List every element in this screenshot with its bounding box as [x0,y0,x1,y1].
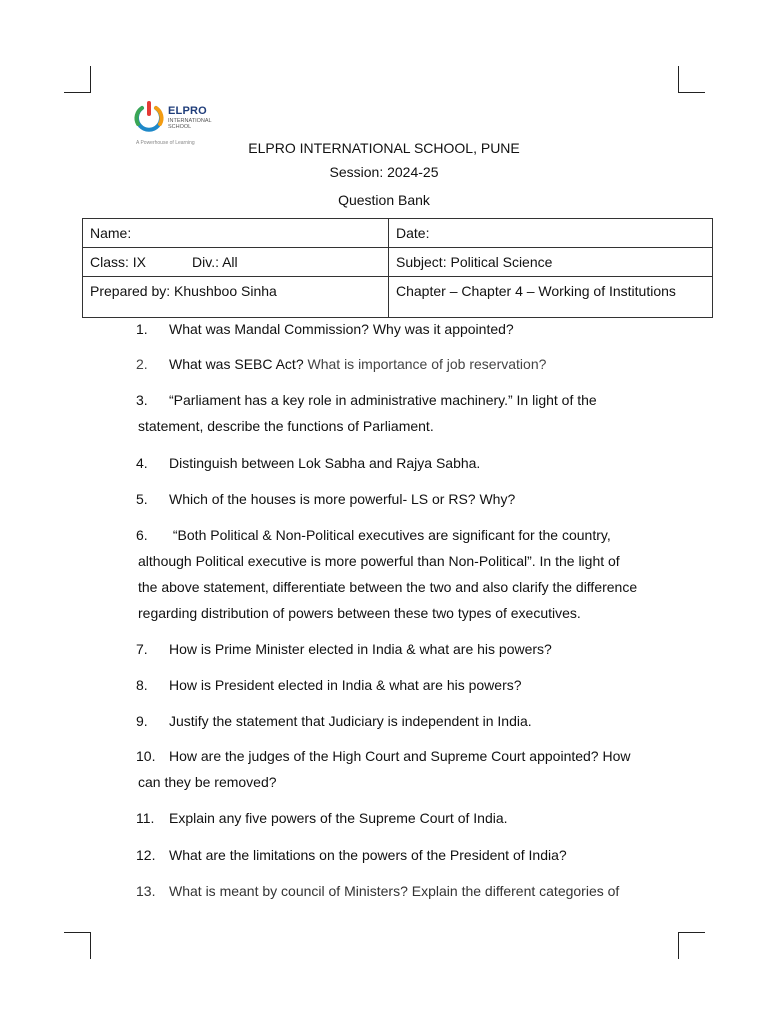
logo-name: ELPRO [168,105,207,117]
question-text: Justify the statement that Judiciary is independent in India. [169,713,532,729]
question-text: How is Prime Minister elected in India & what are his powers? [169,641,552,657]
question-text-line2: statement, describe the functions of Parliament. [138,418,434,434]
question-number: 10. [136,748,156,764]
question-2 [136,351,696,377]
question-13 [136,878,696,904]
question-6 [136,522,696,626]
question-text-line2: can they be removed? [138,774,277,790]
question-11 [136,805,696,831]
question-text: What is meant by council of Ministers? Explain the different categories of [169,883,620,899]
subject-cell [389,248,713,277]
power-logo-icon [132,100,166,134]
question-text: Explain any five powers of the Supreme Court of India. [169,810,508,826]
question-text-continued: What is importance of job reservation? [303,356,547,372]
logo-tagline: A Powerhouse of Learning [136,140,195,146]
question-text-line3: the above statement, differentiate between the two and also clarify the difference [138,579,638,595]
question-3 [136,387,696,439]
question-number: 7. [136,641,148,657]
question-10 [136,743,696,795]
crop-mark-bottom-left [64,932,91,959]
prepared-by-cell [83,277,389,318]
question-text: How are the judges of the High Court and Supreme Court appointed? How [169,748,631,764]
div-label: Div.: All [192,254,238,270]
question-text: “Both Political & Non-Political executives are significant for the country, [169,527,611,543]
question-1 [136,316,696,342]
question-8 [136,672,696,698]
question-number: 9. [136,713,148,729]
chapter-label: Chapter – Chapter 4 – Working of Institutions [396,283,676,299]
class-label: Class: IX [90,254,147,270]
question-number: 12. [136,847,156,863]
question-text: “Parliament has a key role in administrative machinery.” In light of the [169,392,597,408]
crop-mark-top-right [678,66,705,93]
question-text: Distinguish between Lok Sabha and Rajya Sabha. [169,455,481,471]
subject-label: Subject: Political Science [396,254,553,270]
question-text-line4: regarding distribution of powers between these two types of executives. [138,605,581,621]
crop-mark-top-left [64,66,91,93]
question-text: What was Mandal Commission? Why was it appointed? [169,321,514,337]
session-title: Session: 2024-25 [329,164,439,180]
logo-subtitle [168,118,212,130]
question-text: What are the limitations on the powers of the President of India? [169,847,567,863]
logo-subtitle-line1: INTERNATIONAL [168,118,212,124]
date-cell [389,219,713,248]
logo-subtitle-line2: SCHOOL [168,124,192,130]
question-5 [136,486,696,512]
question-number: 3. [136,392,148,408]
question-7 [136,636,696,662]
student-info-table [82,218,713,318]
question-12 [136,842,696,868]
name-cell [83,219,389,248]
question-4 [136,450,696,476]
class-div-cell [83,248,389,277]
chapter-cell [389,277,713,318]
question-text: Which of the houses is more powerful- LS or RS? Why? [169,491,516,507]
question-number: 1. [136,321,148,337]
question-text: How is President elected in India & what are his powers? [169,677,522,693]
date-label: Date: [396,225,430,241]
question-number: 11. [136,810,155,826]
question-text: What was SEBC Act? [169,356,304,372]
question-number: 13. [136,883,156,899]
question-number: 5. [136,491,148,507]
crop-mark-bottom-right [678,932,705,959]
question-number: 8. [136,677,148,693]
name-label: Name: [90,225,132,241]
question-9 [136,708,696,734]
school-title: ELPRO INTERNATIONAL SCHOOL, PUNE [248,140,520,156]
question-number: 6. [136,527,148,543]
question-number: 4. [136,455,148,471]
prepared-by-label: Prepared by: Khushboo Sinha [90,283,277,299]
doc-type-title: Question Bank [338,192,430,208]
question-text-line2: although Political executive is more powerful than Non-Political”. In the light of [138,553,620,569]
question-number: 2. [136,356,148,372]
